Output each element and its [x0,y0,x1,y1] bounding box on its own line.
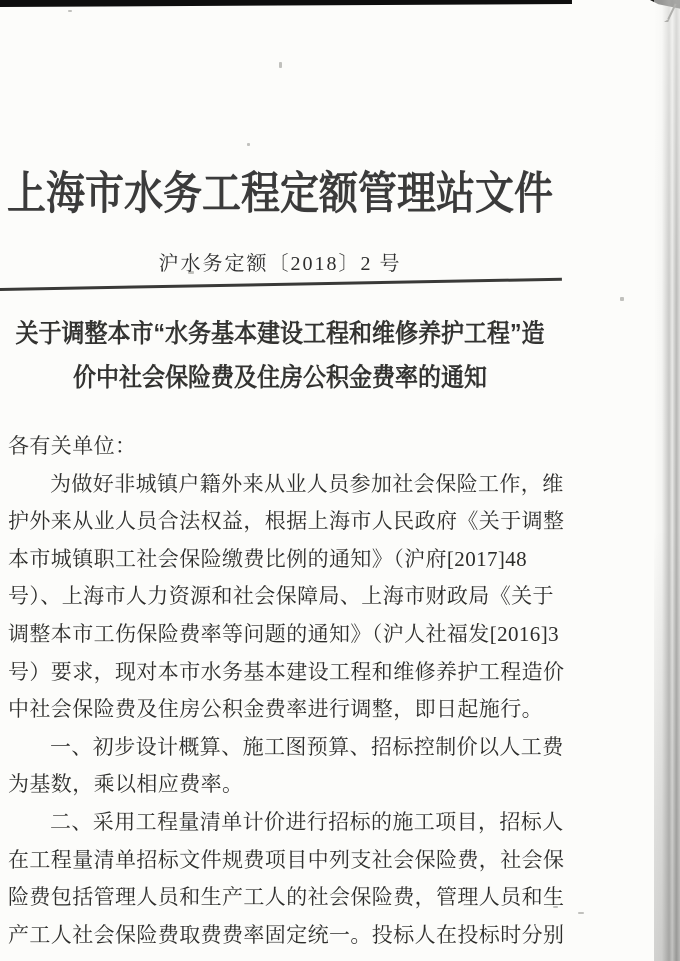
body-line: 号）要求，现对本市水务基本建设工程和维修养护工程造价 [8,659,565,684]
subject-title-line2: 价中社会保险费及住房公积金费率的通知 [73,362,487,392]
body-text [8,428,568,954]
letterhead-divider-rule [0,278,562,291]
body-line: 号）、上海市人力资源和社会保障局、上海市财政局《关于 [8,584,554,609]
ink-speck [68,10,72,12]
body-line: 在工程量清单招标文件规费项目中列支社会保险费，社会保 [8,847,565,872]
body-line: 各有关单位： [8,434,137,458]
body-line: 一、初步设计概算、施工图预算、招标控制价以人工费 [50,734,564,759]
body-line: 二、采用工程量清单计价进行招标的施工项目，招标人 [50,809,564,834]
ink-speck [279,62,282,68]
ink-speck [620,297,624,301]
document-number: 沪水务定额〔2018〕2 号 [158,253,402,275]
body-line: 本市城镇职工社会保险缴费比例的通知》（沪府[2017]48 [8,546,528,571]
ink-speck [578,912,584,914]
body-line: 中社会保险费及住房公积金费率进行调整，即日起施行。 [8,697,543,722]
subject-title-line1: 关于调整本市“水务基本建设工程和维修养护工程”造 [15,318,545,348]
page-edge-shadow [654,0,680,961]
scan-top-bar-artifact [0,0,572,7]
body-line: 为做好非城镇户籍外来从业人员参加社会保险工作，维 [50,471,564,496]
body-line: 险费包括管理人员和生产工人的社会保险费，管理人员和生 [8,885,565,910]
body-line: 产工人社会保险费取费费率固定统一。投标人在投标时分别 [8,922,565,947]
body-line: 护外来从业人员合法权益，根据上海市人民政府《关于调整 [8,509,565,534]
body-line: 为基数，乘以相应费率。 [8,772,244,797]
ink-speck [247,143,250,146]
body-line: 调整本市工伤保险费率等问题的通知》（沪人社福发[2016]3 [8,621,559,646]
letterhead-title: 上海市水务工程定额管理站文件 [6,169,553,219]
